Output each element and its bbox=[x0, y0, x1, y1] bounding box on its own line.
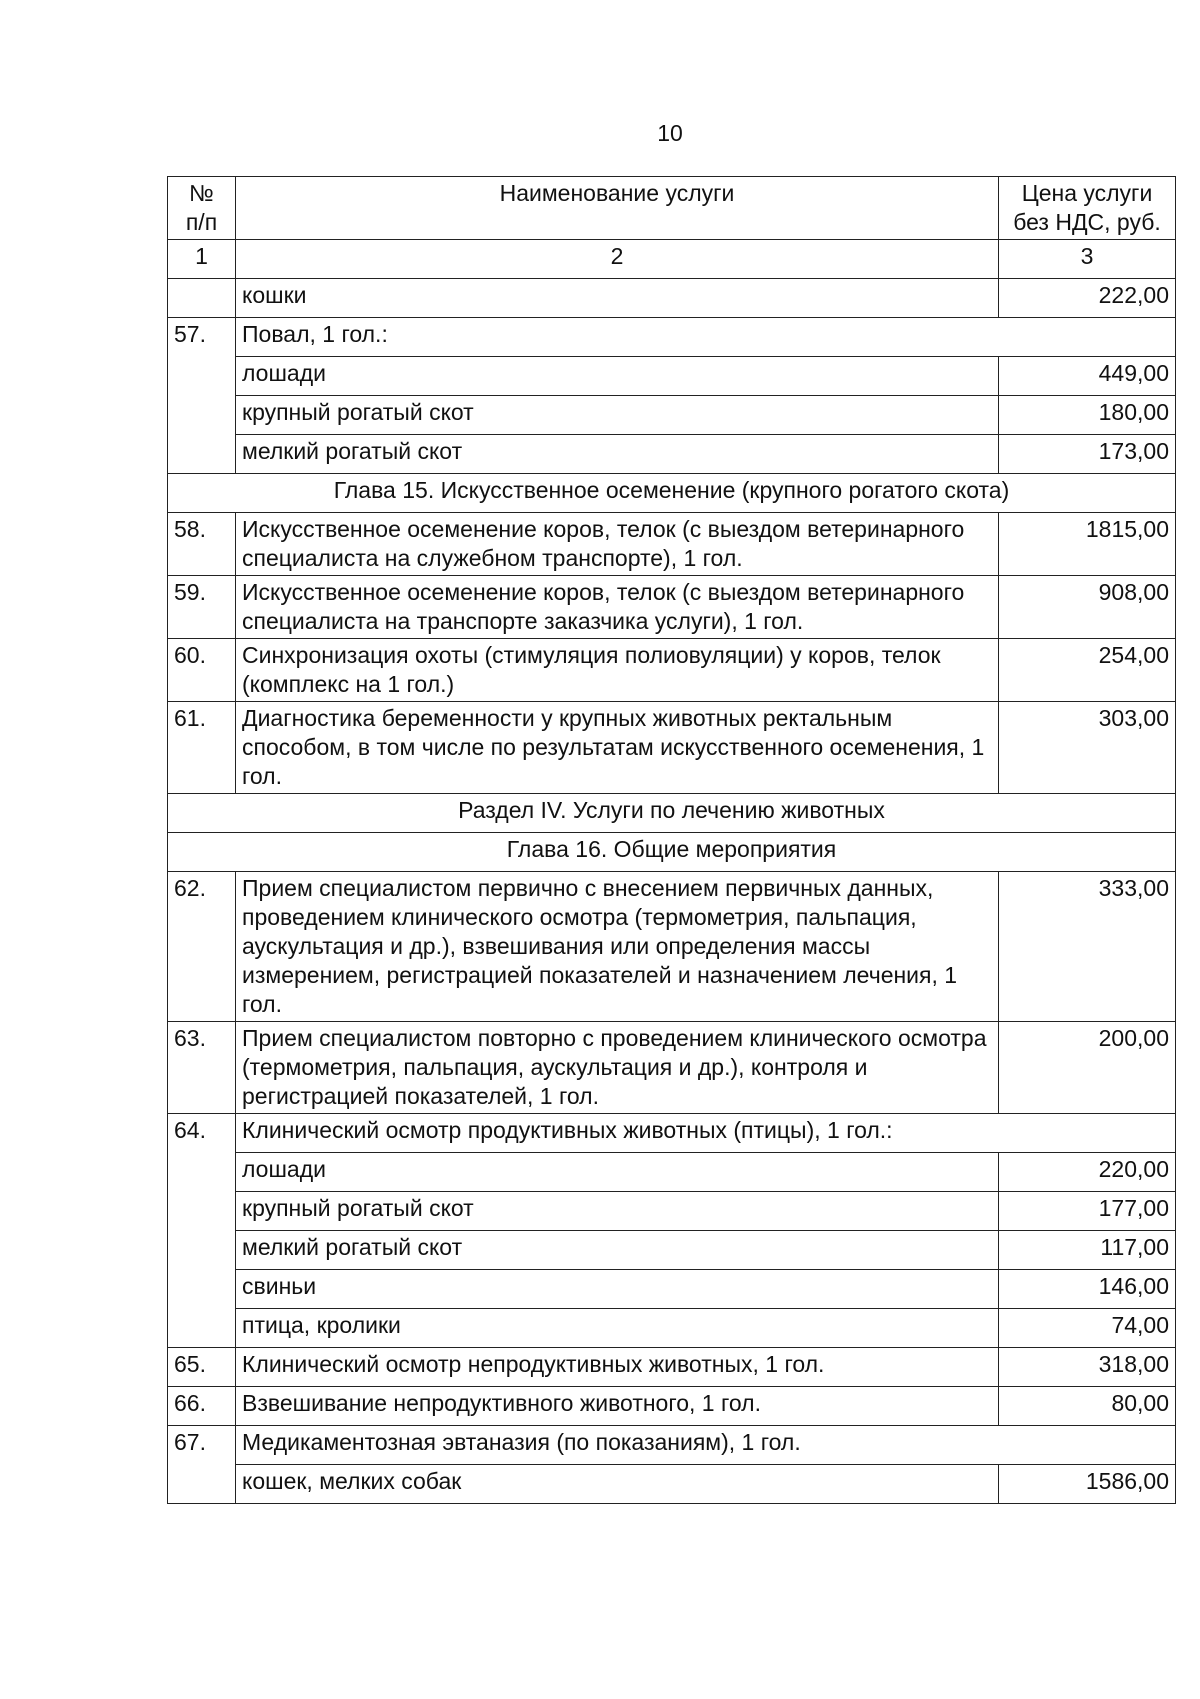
table-row bbox=[168, 1114, 1176, 1153]
row-number-empty bbox=[168, 279, 236, 318]
table-row bbox=[168, 279, 1176, 318]
page-number: 10 bbox=[657, 120, 683, 146]
row-label: Прием специалистом первично с внесением первичных данных, проведением клинического осмотра (термометрия, пальпация, аускультация и др.), взвешивания или определения массы измерением, регистрацией показателей и назначением лечения, 1 гол. bbox=[236, 872, 999, 1022]
row-price: 318,00 bbox=[999, 1348, 1176, 1387]
row-label: Прием специалистом повторно с проведением клинического осмотра (термометрия, пальпация, аускультация и др.), контроля и регистрацией показателей, 1 гол. bbox=[236, 1022, 999, 1114]
column-header-name: Наименование услуги bbox=[236, 177, 999, 240]
row-price: 1586,00 bbox=[999, 1465, 1176, 1504]
row-label: Синхронизация охоты (стимуляция полиовуляции) у коров, телок (комплекс на 1 гол.) bbox=[236, 639, 999, 702]
table-row bbox=[168, 396, 1176, 435]
row-label: Взвешивание непродуктивного животного, 1 гол. bbox=[236, 1387, 999, 1426]
table-row bbox=[168, 639, 1176, 702]
column-index-3: 3 bbox=[999, 240, 1176, 279]
section-heading-row bbox=[168, 794, 1176, 833]
table-row bbox=[168, 1309, 1176, 1348]
row-price: 220,00 bbox=[999, 1153, 1176, 1192]
row-label: птица, кролики bbox=[236, 1309, 999, 1348]
row-number: 66. bbox=[168, 1387, 236, 1426]
row-price: 80,00 bbox=[999, 1387, 1176, 1426]
section-heading: Раздел IV. Услуги по лечению животных bbox=[168, 794, 1176, 833]
row-label: Клинический осмотр продуктивных животных (птицы), 1 гол.: bbox=[236, 1114, 1176, 1153]
row-price: 146,00 bbox=[999, 1270, 1176, 1309]
row-number: 67. bbox=[168, 1426, 236, 1504]
row-label: лошади bbox=[236, 1153, 999, 1192]
row-label: крупный рогатый скот bbox=[236, 1192, 999, 1231]
row-label: лошади bbox=[236, 357, 999, 396]
row-price: 908,00 bbox=[999, 576, 1176, 639]
column-index-1: 1 bbox=[168, 240, 236, 279]
price-table bbox=[167, 176, 1176, 1504]
row-label: крупный рогатый скот bbox=[236, 396, 999, 435]
row-label: Искусственное осеменение коров, телок (с выездом ветеринарного специалиста на транспорте заказчика услуги), 1 гол. bbox=[236, 576, 999, 639]
table-row bbox=[168, 872, 1176, 1022]
row-label: мелкий рогатый скот bbox=[236, 435, 999, 474]
row-label: мелкий рогатый скот bbox=[236, 1231, 999, 1270]
row-label: Клинический осмотр непродуктивных животных, 1 гол. bbox=[236, 1348, 999, 1387]
table-row bbox=[168, 702, 1176, 794]
chapter-heading-row bbox=[168, 833, 1176, 872]
table-row bbox=[168, 1387, 1176, 1426]
row-number: 62. bbox=[168, 872, 236, 1022]
column-header-price: Цена услуги без НДС, руб. bbox=[999, 177, 1176, 240]
row-price: 1815,00 bbox=[999, 513, 1176, 576]
row-price: 333,00 bbox=[999, 872, 1176, 1022]
table-row bbox=[168, 435, 1176, 474]
column-header-number: № п/п bbox=[168, 177, 236, 240]
table-row bbox=[168, 1270, 1176, 1309]
row-price: 449,00 bbox=[999, 357, 1176, 396]
table-row bbox=[168, 1426, 1176, 1465]
column-index-2: 2 bbox=[236, 240, 999, 279]
chapter-heading-row bbox=[168, 474, 1176, 513]
row-number: 64. bbox=[168, 1114, 236, 1348]
row-label: кошки bbox=[236, 279, 999, 318]
table-row bbox=[168, 1348, 1176, 1387]
table-row bbox=[168, 1022, 1176, 1114]
row-number: 59. bbox=[168, 576, 236, 639]
row-price: 254,00 bbox=[999, 639, 1176, 702]
row-price: 173,00 bbox=[999, 435, 1176, 474]
chapter-heading: Глава 15. Искусственное осеменение (крупного рогатого скота) bbox=[168, 474, 1176, 513]
table-row bbox=[168, 1153, 1176, 1192]
row-number: 60. bbox=[168, 639, 236, 702]
table-row bbox=[168, 1465, 1176, 1504]
row-label: кошек, мелких собак bbox=[236, 1465, 999, 1504]
row-number: 65. bbox=[168, 1348, 236, 1387]
row-label: свиньи bbox=[236, 1270, 999, 1309]
table-row bbox=[168, 357, 1176, 396]
row-number: 63. bbox=[168, 1022, 236, 1114]
column-index-row bbox=[168, 240, 1176, 279]
row-label: Медикаментозная эвтаназия (по показаниям), 1 гол. bbox=[236, 1426, 1176, 1465]
table-row bbox=[168, 318, 1176, 357]
table-row bbox=[168, 1231, 1176, 1270]
row-label: Диагностика беременности у крупных животных ректальным способом, в том числе по результатам искусственного осеменения, 1 гол. bbox=[236, 702, 999, 794]
row-price: 180,00 bbox=[999, 396, 1176, 435]
row-price: 177,00 bbox=[999, 1192, 1176, 1231]
row-price: 74,00 bbox=[999, 1309, 1176, 1348]
row-price: 303,00 bbox=[999, 702, 1176, 794]
row-number: 58. bbox=[168, 513, 236, 576]
row-price: 117,00 bbox=[999, 1231, 1176, 1270]
row-number: 61. bbox=[168, 702, 236, 794]
row-price: 222,00 bbox=[999, 279, 1176, 318]
table-row bbox=[168, 513, 1176, 576]
row-number: 57. bbox=[168, 318, 236, 474]
chapter-heading: Глава 16. Общие мероприятия bbox=[168, 833, 1176, 872]
table-row bbox=[168, 576, 1176, 639]
row-label: Повал, 1 гол.: bbox=[236, 318, 1176, 357]
table-header-row bbox=[168, 177, 1176, 240]
table-row bbox=[168, 1192, 1176, 1231]
row-price: 200,00 bbox=[999, 1022, 1176, 1114]
row-label: Искусственное осеменение коров, телок (с выездом ветеринарного специалиста на служебном транспорте), 1 гол. bbox=[236, 513, 999, 576]
